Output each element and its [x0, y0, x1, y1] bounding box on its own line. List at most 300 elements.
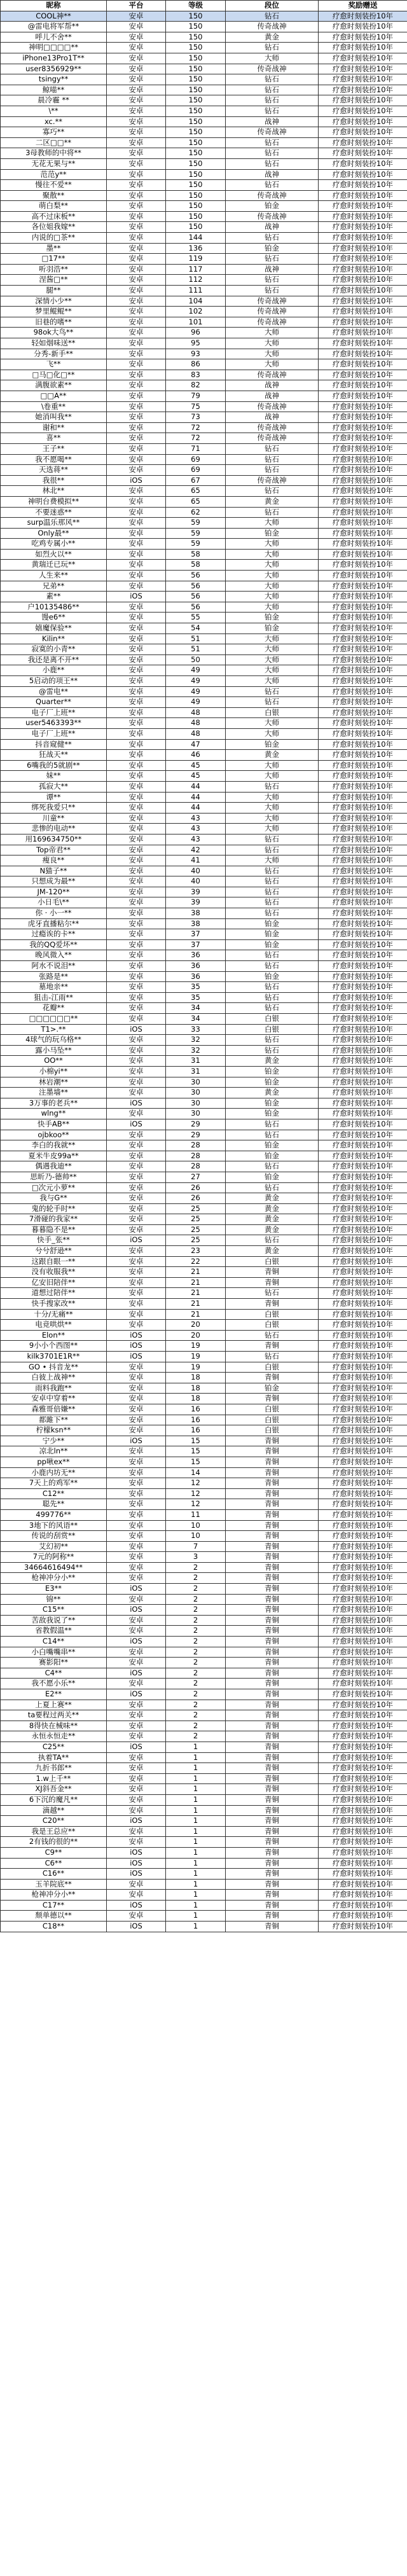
reward-cell: 疗愈时刻装扮10年: [319, 1847, 407, 1858]
nickname-cell: 虎牙直播粘尔**: [1, 918, 107, 929]
rank-cell: 青铜: [226, 1562, 319, 1573]
nickname-cell: 孤寂大**: [1, 781, 107, 792]
reward-cell: 疗愈时刻装扮10年: [319, 1900, 407, 1911]
rank-cell: 青铜: [226, 1615, 319, 1626]
level-cell: 58: [166, 549, 226, 560]
platform-cell: 安卓: [107, 908, 166, 919]
level-cell: 1: [166, 1752, 226, 1763]
nickname-cell: Only最**: [1, 528, 107, 539]
level-cell: 2: [166, 1721, 226, 1731]
reward-cell: 疗愈时刻装扮10年: [319, 581, 407, 592]
nickname-cell: 夏米牛皮99a**: [1, 1151, 107, 1161]
rank-cell: 钻石: [226, 254, 319, 265]
platform-cell: 安卓: [107, 380, 166, 391]
table-row: [1, 1658, 407, 1668]
table-row: [1, 1277, 407, 1288]
reward-cell: 疗愈时刻装扮10年: [319, 116, 407, 127]
level-cell: 2: [166, 1626, 226, 1637]
rank-cell: 青铜: [226, 1277, 319, 1288]
level-cell: 20: [166, 1330, 226, 1341]
level-cell: 35: [166, 982, 226, 993]
rank-cell: 战神: [226, 391, 319, 401]
nickname-cell: C25**: [1, 1742, 107, 1752]
platform-cell: 安卓: [107, 317, 166, 328]
reward-cell: 疗愈时刻装扮10年: [319, 1119, 407, 1130]
nickname-cell: 499776**: [1, 1509, 107, 1520]
nickname-cell: 神明台费模拟**: [1, 496, 107, 507]
level-cell: 2: [166, 1668, 226, 1679]
rank-cell: 钻石: [226, 992, 319, 1003]
level-cell: 71: [166, 443, 226, 454]
reward-cell: 疗愈时刻装扮10年: [319, 211, 407, 222]
rank-cell: 青铜: [226, 1847, 319, 1858]
level-cell: 46: [166, 750, 226, 761]
rank-cell: 传奇战神: [226, 190, 319, 201]
level-cell: 1: [166, 1922, 226, 1932]
level-cell: 69: [166, 454, 226, 465]
table-row: [1, 1900, 407, 1911]
reward-cell: 疗愈时刻装扮10年: [319, 443, 407, 454]
nickname-cell: C18**: [1, 1922, 107, 1932]
table-row: [1, 549, 407, 560]
platform-cell: 安卓: [107, 158, 166, 169]
table-row: [1, 1879, 407, 1890]
reward-cell: 疗愈时刻装扮10年: [319, 539, 407, 550]
rank-cell: 钻石: [226, 1235, 319, 1246]
platform-cell: iOS: [107, 1584, 166, 1595]
reward-cell: 疗愈时刻装扮10年: [319, 317, 407, 328]
reward-cell: 疗愈时刻装扮10年: [319, 1299, 407, 1310]
platform-cell: 安卓: [107, 707, 166, 718]
table-row: [1, 1626, 407, 1637]
table-row: [1, 391, 407, 401]
rank-cell: 传奇战神: [226, 433, 319, 444]
nickname-cell: 人生来**: [1, 571, 107, 581]
nickname-cell: 狂战天**: [1, 750, 107, 761]
nickname-cell: 我是王总应**: [1, 1826, 107, 1837]
level-cell: 31: [166, 1066, 226, 1077]
reward-cell: 疗愈时刻装扮10年: [319, 644, 407, 655]
reward-cell: 疗愈时刻装扮10年: [319, 1594, 407, 1605]
rank-cell: 钻石: [226, 982, 319, 993]
reward-cell: 疗愈时刻装扮10年: [319, 11, 407, 22]
level-cell: 56: [166, 571, 226, 581]
table-row: [1, 939, 407, 950]
rank-cell: 大师: [226, 349, 319, 359]
platform-cell: 安卓: [107, 1193, 166, 1204]
platform-cell: 安卓: [107, 1626, 166, 1637]
platform-cell: 安卓: [107, 571, 166, 581]
nickname-cell: C9**: [1, 1847, 107, 1858]
reward-cell: 疗愈时刻装扮10年: [319, 1467, 407, 1478]
table-row: [1, 1467, 407, 1478]
table-row: [1, 1035, 407, 1046]
platform-cell: 安卓: [107, 465, 166, 476]
rank-cell: 钻石: [226, 697, 319, 708]
reward-cell: 疗愈时刻装扮10年: [319, 1182, 407, 1193]
rank-cell: 传奇战神: [226, 296, 319, 307]
platform-cell: 安卓: [107, 760, 166, 771]
platform-cell: 安卓: [107, 792, 166, 803]
reward-cell: 疗愈时刻装扮10年: [319, 43, 407, 53]
platform-cell: 安卓: [107, 201, 166, 212]
level-cell: 38: [166, 918, 226, 929]
table-row: [1, 1742, 407, 1752]
reward-cell: 疗愈时刻装扮10年: [319, 1488, 407, 1499]
level-cell: 104: [166, 296, 226, 307]
table-row: [1, 380, 407, 391]
rank-cell: 大师: [226, 654, 319, 665]
nickname-cell: 6下沉的魔凡**: [1, 1794, 107, 1805]
platform-cell: 安卓: [107, 1003, 166, 1014]
table-row: [1, 602, 407, 613]
nickname-cell: COOL神**: [1, 11, 107, 22]
rank-cell: 青铜: [226, 1478, 319, 1489]
rank-cell: 青铜: [226, 1457, 319, 1467]
level-cell: 150: [166, 53, 226, 64]
nickname-cell: 快手搜家改**: [1, 1299, 107, 1310]
level-cell: 21: [166, 1309, 226, 1320]
platform-cell: 安卓: [107, 1014, 166, 1025]
reward-cell: 疗愈时刻装扮10年: [319, 918, 407, 929]
nickname-cell: wlng**: [1, 1109, 107, 1119]
level-cell: 29: [166, 1130, 226, 1140]
rank-cell: 青铜: [226, 1721, 319, 1731]
platform-cell: 安卓: [107, 1763, 166, 1774]
rank-cell: 青铜: [226, 1467, 319, 1478]
platform-cell: 安卓: [107, 750, 166, 761]
reward-cell: 疗愈时刻装扮10年: [319, 1056, 407, 1067]
nickname-cell: 二区□□**: [1, 137, 107, 148]
table-row: [1, 992, 407, 1003]
table-row: [1, 1394, 407, 1404]
rank-cell: 青铜: [226, 1509, 319, 1520]
level-cell: 150: [166, 127, 226, 138]
table-row: [1, 718, 407, 729]
level-cell: 51: [166, 644, 226, 655]
nickname-cell: 鲸喵**: [1, 85, 107, 95]
nickname-cell: Kilin**: [1, 634, 107, 644]
reward-cell: 疗愈时刻装扮10年: [319, 1658, 407, 1668]
rank-cell: 钻石: [226, 950, 319, 961]
reward-cell: 疗愈时刻装扮10年: [319, 1605, 407, 1616]
reward-cell: 疗愈时刻装扮10年: [319, 1911, 407, 1922]
nickname-cell: 执着TA**: [1, 1752, 107, 1763]
nickname-cell: □□A**: [1, 391, 107, 401]
rank-cell: 铂金: [226, 739, 319, 750]
rank-cell: 钻石: [226, 106, 319, 116]
nickname-cell: 艾幻初**: [1, 1541, 107, 1552]
rank-cell: 青铜: [226, 1541, 319, 1552]
table-row: [1, 1224, 407, 1235]
level-cell: 75: [166, 401, 226, 412]
table-row: [1, 676, 407, 687]
nickname-cell: 雨料我跑**: [1, 1383, 107, 1394]
table-row: [1, 1721, 407, 1731]
level-cell: 25: [166, 1203, 226, 1214]
level-cell: 44: [166, 792, 226, 803]
table-row: [1, 11, 407, 22]
table-row: [1, 1794, 407, 1805]
table-row: [1, 876, 407, 887]
nickname-cell: 慢往不爱**: [1, 180, 107, 191]
platform-cell: 安卓: [107, 581, 166, 592]
level-cell: 43: [166, 813, 226, 824]
level-cell: 49: [166, 665, 226, 676]
rank-cell: 铂金: [226, 1383, 319, 1394]
level-cell: 111: [166, 286, 226, 296]
rank-cell: 钻石: [226, 866, 319, 876]
level-cell: 55: [166, 613, 226, 623]
level-cell: 2: [166, 1605, 226, 1616]
level-cell: 16: [166, 1425, 226, 1436]
table-row: [1, 1383, 407, 1394]
nickname-cell: 只想成为最**: [1, 876, 107, 887]
reward-cell: 疗愈时刻装扮10年: [319, 454, 407, 465]
reward-cell: 疗愈时刻装扮10年: [319, 233, 407, 244]
table-row: [1, 771, 407, 782]
platform-cell: 安卓: [107, 1784, 166, 1795]
level-cell: 2: [166, 1689, 226, 1700]
platform-cell: iOS: [107, 1668, 166, 1679]
reward-cell: 疗愈时刻装扮10年: [319, 887, 407, 897]
nickname-cell: OO**: [1, 1056, 107, 1067]
reward-cell: 疗愈时刻装扮10年: [319, 528, 407, 539]
nickname-cell: 腿**: [1, 286, 107, 296]
table-row: [1, 1088, 407, 1098]
rank-cell: 铂金: [226, 613, 319, 623]
reward-cell: 疗愈时刻装扮10年: [319, 908, 407, 919]
nickname-cell: @雷电**: [1, 686, 107, 697]
nickname-cell: 悲惨的电动**: [1, 824, 107, 834]
reward-cell: 疗愈时刻装扮10年: [319, 739, 407, 750]
nickname-cell: 各位姐我嫁**: [1, 222, 107, 233]
nickname-cell: 墨**: [1, 243, 107, 254]
rank-cell: 传奇战神: [226, 475, 319, 486]
platform-cell: 安卓: [107, 897, 166, 908]
table-row: [1, 286, 407, 296]
nickname-cell: kilk3701E1R**: [1, 1352, 107, 1362]
rank-cell: 战神: [226, 380, 319, 391]
table-row: [1, 401, 407, 412]
level-cell: 2: [166, 1647, 226, 1658]
reward-cell: 疗愈时刻装扮10年: [319, 1689, 407, 1700]
nickname-cell: 花瓣**: [1, 1003, 107, 1014]
level-cell: 36: [166, 950, 226, 961]
level-cell: 150: [166, 148, 226, 159]
reward-cell: 疗愈时刻装扮10年: [319, 1879, 407, 1890]
rank-cell: 大师: [226, 676, 319, 687]
nickname-cell: 小鹿**: [1, 665, 107, 676]
nickname-cell: 没有收服我**: [1, 1267, 107, 1278]
nickname-cell: 神明□□□□**: [1, 43, 107, 53]
level-cell: 2: [166, 1731, 226, 1742]
level-cell: 41: [166, 855, 226, 866]
table-row: [1, 845, 407, 855]
nickname-cell: 小鹿内坊无**: [1, 1467, 107, 1478]
reward-cell: 疗愈时刻装扮10年: [319, 338, 407, 349]
table-row: [1, 760, 407, 771]
level-cell: 33: [166, 1024, 226, 1035]
table-row: [1, 792, 407, 803]
platform-cell: 安卓: [107, 528, 166, 539]
nickname-cell: T1>.**: [1, 1024, 107, 1035]
nickname-cell: 我还是离不开**: [1, 654, 107, 665]
rank-cell: 大师: [226, 581, 319, 592]
nickname-cell: 34664616494**: [1, 1562, 107, 1573]
reward-cell: 疗愈时刻装扮10年: [319, 1858, 407, 1869]
level-cell: 12: [166, 1478, 226, 1489]
reward-cell: 疗愈时刻装扮10年: [319, 1869, 407, 1880]
nickname-cell: Top帝君**: [1, 845, 107, 855]
table-row: [1, 454, 407, 465]
level-cell: 56: [166, 581, 226, 592]
reward-cell: 疗愈时刻装扮10年: [319, 971, 407, 982]
level-cell: 48: [166, 718, 226, 729]
nickname-cell: 抖音窥健**: [1, 739, 107, 750]
reward-cell: 疗愈时刻装扮10年: [319, 866, 407, 876]
reward-cell: 疗愈时刻装扮10年: [319, 254, 407, 265]
platform-cell: 安卓: [107, 1077, 166, 1088]
platform-cell: iOS: [107, 1330, 166, 1341]
nickname-cell: Elon**: [1, 1330, 107, 1341]
rank-cell: 传奇战神: [226, 307, 319, 317]
platform-cell: 安卓: [107, 1383, 166, 1394]
table-row: [1, 1299, 407, 1310]
nickname-cell: 林岩潮**: [1, 1077, 107, 1088]
nickname-cell: 瘦良**: [1, 855, 107, 866]
reward-cell: 疗愈时刻装扮10年: [319, 623, 407, 634]
level-cell: 83: [166, 370, 226, 380]
reward-cell: 疗愈时刻装扮10年: [319, 1637, 407, 1647]
level-cell: 22: [166, 1256, 226, 1267]
rank-cell: 钻石: [226, 1035, 319, 1046]
reward-cell: 疗愈时刻装扮10年: [319, 654, 407, 665]
nickname-cell: 涅酱□**: [1, 275, 107, 286]
nickname-cell: 柠檬ksn**: [1, 1425, 107, 1436]
reward-cell: 疗愈时刻装扮10年: [319, 349, 407, 359]
platform-cell: 安卓: [107, 1552, 166, 1563]
reward-cell: 疗愈时刻装扮10年: [319, 518, 407, 529]
table-row: [1, 1826, 407, 1837]
table-row: [1, 665, 407, 676]
table-row: [1, 1615, 407, 1626]
level-cell: 150: [166, 22, 226, 32]
reward-cell: 疗愈时刻装扮10年: [319, 1246, 407, 1257]
level-cell: 72: [166, 433, 226, 444]
reward-cell: 疗愈时刻装扮10年: [319, 486, 407, 497]
table-row: [1, 64, 407, 74]
nickname-cell: 高不过床板**: [1, 211, 107, 222]
platform-cell: 安卓: [107, 1045, 166, 1056]
nickname-cell: 省教假温**: [1, 1626, 107, 1637]
rank-cell: 黄金: [226, 1224, 319, 1235]
rank-cell: 白银: [226, 1415, 319, 1425]
level-cell: 150: [166, 137, 226, 148]
level-cell: 40: [166, 876, 226, 887]
table-row: [1, 1267, 407, 1278]
reward-cell: 疗愈时刻装扮10年: [319, 1805, 407, 1816]
rank-cell: 钻石: [226, 158, 319, 169]
level-cell: 32: [166, 1035, 226, 1046]
level-cell: 96: [166, 328, 226, 338]
platform-cell: 安卓: [107, 359, 166, 370]
rank-cell: 青铜: [226, 1922, 319, 1932]
platform-cell: 安卓: [107, 1794, 166, 1805]
reward-cell: 疗愈时刻装扮10年: [319, 1161, 407, 1172]
table-row: [1, 634, 407, 644]
reward-cell: 疗愈时刻装扮10年: [319, 613, 407, 623]
nickname-cell: □17**: [1, 254, 107, 265]
reward-cell: 疗愈时刻装扮10年: [319, 792, 407, 803]
rank-cell: 传奇战神: [226, 317, 319, 328]
rank-cell: 钻石: [226, 887, 319, 897]
rank-cell: 青铜: [226, 1805, 319, 1816]
nickname-cell: 李白的我就**: [1, 1140, 107, 1151]
table-row: [1, 1752, 407, 1763]
nickname-cell: Quarter**: [1, 697, 107, 708]
nickname-cell: 我不愿喝**: [1, 454, 107, 465]
table-row: [1, 264, 407, 275]
table-row: [1, 370, 407, 380]
level-cell: 21: [166, 1267, 226, 1278]
table-row: [1, 1077, 407, 1088]
reward-cell: 疗愈时刻装扮10年: [319, 465, 407, 476]
table-row: [1, 1584, 407, 1595]
table-row: [1, 539, 407, 550]
header-platform: 平台: [107, 1, 166, 11]
rank-cell: 青铜: [226, 1446, 319, 1457]
table-row: [1, 1109, 407, 1119]
nickname-cell: 谭**: [1, 792, 107, 803]
table-row: [1, 1066, 407, 1077]
nickname-cell: 内说的□茶**: [1, 233, 107, 244]
level-cell: 18: [166, 1394, 226, 1404]
nickname-cell: 吃鸡专属小**: [1, 539, 107, 550]
table-row: [1, 707, 407, 718]
reward-cell: 疗愈时刻装扮10年: [319, 496, 407, 507]
nickname-cell: 户10135486**: [1, 602, 107, 613]
platform-cell: 安卓: [107, 43, 166, 53]
platform-cell: 安卓: [107, 1035, 166, 1046]
rank-cell: 青铜: [226, 1837, 319, 1848]
platform-cell: 安卓: [107, 1911, 166, 1922]
rank-cell: 钻石: [226, 686, 319, 697]
platform-cell: 安卓: [107, 190, 166, 201]
rank-cell: 钻石: [226, 11, 319, 22]
platform-cell: 安卓: [107, 1415, 166, 1425]
nickname-cell: 晚风微入**: [1, 950, 107, 961]
level-cell: 27: [166, 1172, 226, 1182]
nickname-cell: C20**: [1, 1816, 107, 1827]
nickname-cell: □□□□□□**: [1, 1014, 107, 1025]
reward-cell: 疗愈时刻装扮10年: [319, 1425, 407, 1436]
platform-cell: 安卓: [107, 697, 166, 708]
nickname-cell: 寂寞的小青**: [1, 644, 107, 655]
nickname-cell: 7天上的鸡军**: [1, 1478, 107, 1489]
rank-cell: 青铜: [226, 1900, 319, 1911]
reward-cell: 疗愈时刻装扮10年: [319, 1235, 407, 1246]
platform-cell: 安卓: [107, 307, 166, 317]
level-cell: 1: [166, 1826, 226, 1837]
nickname-cell: 玉羊院底**: [1, 1879, 107, 1890]
level-cell: 31: [166, 1056, 226, 1067]
reward-cell: 疗愈时刻装扮10年: [319, 1224, 407, 1235]
table-row: [1, 359, 407, 370]
rank-cell: 黄金: [226, 1214, 319, 1225]
rank-cell: 大师: [226, 602, 319, 613]
nickname-cell: C15**: [1, 1605, 107, 1616]
